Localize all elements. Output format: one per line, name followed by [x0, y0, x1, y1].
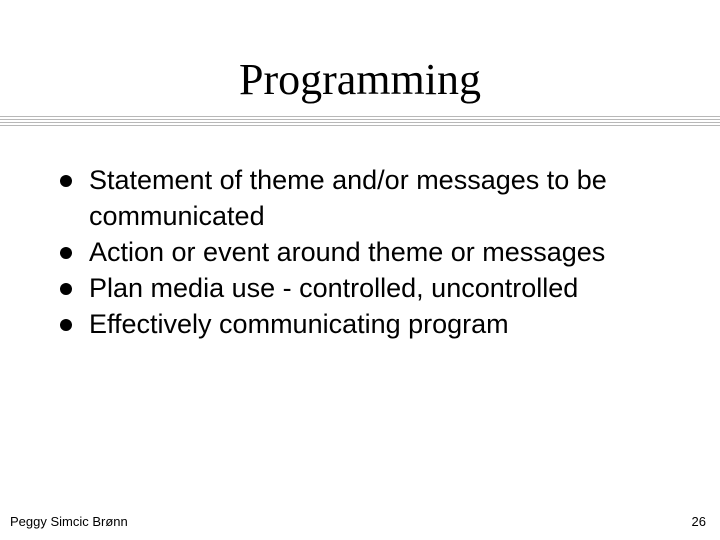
- bullet-item: [60, 270, 700, 306]
- bullet-dot-icon: [60, 247, 72, 259]
- bullet-text: Effectively communicating program: [89, 309, 509, 339]
- title-divider: [0, 116, 720, 126]
- bullet-item: [60, 234, 700, 270]
- bullet-dot-icon: [60, 319, 72, 331]
- bullet-list: [60, 162, 700, 342]
- page-number: 26: [691, 514, 706, 529]
- bullet-item: [60, 306, 700, 342]
- bullet-dot-icon: [60, 283, 72, 295]
- bullet-text: Statement of theme and/or messages to be communicated: [89, 165, 607, 231]
- bullet-text: Action or event around theme or messages: [89, 237, 606, 267]
- slide-title: Programming: [239, 55, 481, 104]
- footer-author: Peggy Simcic Brønn: [10, 514, 128, 529]
- bullet-dot-icon: [60, 175, 72, 187]
- bullet-item: [60, 162, 700, 234]
- bullet-text: Plan media use - controlled, uncontrolled: [89, 273, 579, 303]
